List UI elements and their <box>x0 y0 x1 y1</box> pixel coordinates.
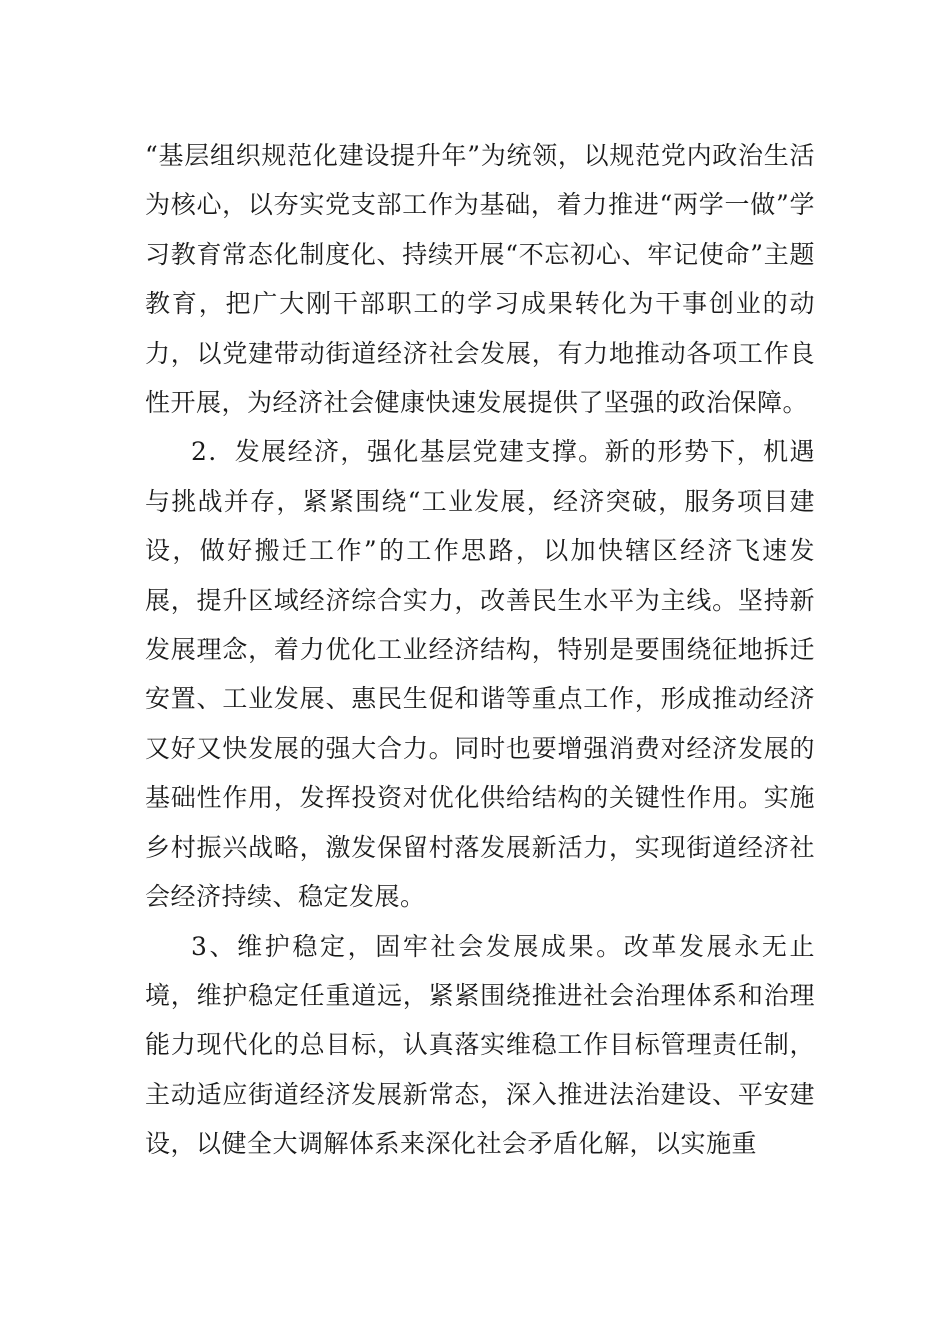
document-body <box>145 131 815 1169</box>
paragraph-continuation: “基层组织规范化建设提升年”为统领，以规范党内政治生活为核心，以夯实党支部工作为基础，着力推进“两学一做”学习教育常态化制度化、持续开展“不忘初心、牢记使命”主题教育，把广大刚干部职工的学习成果转化为干事创业的动力，以党建带动街道经济社会发展，有力地推动各项工作良性开展，为经济社会健康快速发展提供了坚强的政治保障。 <box>145 141 815 418</box>
paragraph-economy: 2．发展经济，强化基层党建支撑。新的形势下，机遇与挑战并存，紧紧围绕“工业发展，经济突破，服务项目建设，做好搬迁工作”的工作思路，以加快辖区经济飞速发展，提升区域经济综合实力，改善民生水平为主线。坚持新发展理念，着力优化工业经济结构，特别是要围绕征地拆迁安置、工业发展、惠民生促和谐等重点工作，形成推动经济又好又快发展的强大合力。同时也要增强消费对经济发展的基础性作用，发挥投资对优化供给结构的关键性作用。实施乡村振兴战略，激发保留村落发展新活力，实现街道经济社会经济持续、稳定发展。 <box>145 437 815 912</box>
paragraph-stability: 3、维护稳定，固牢社会发展成果。改革发展永无止境，维护稳定任重道远，紧紧围绕推进社会治理体系和治理能力现代化的总目标，认真落实维稳工作目标管理责任制，主动适应街道经济发展新常态，深入推进法治建设、平安建设，以健全大调解体系来深化社会矛盾化解，以实施重 <box>145 931 815 1159</box>
